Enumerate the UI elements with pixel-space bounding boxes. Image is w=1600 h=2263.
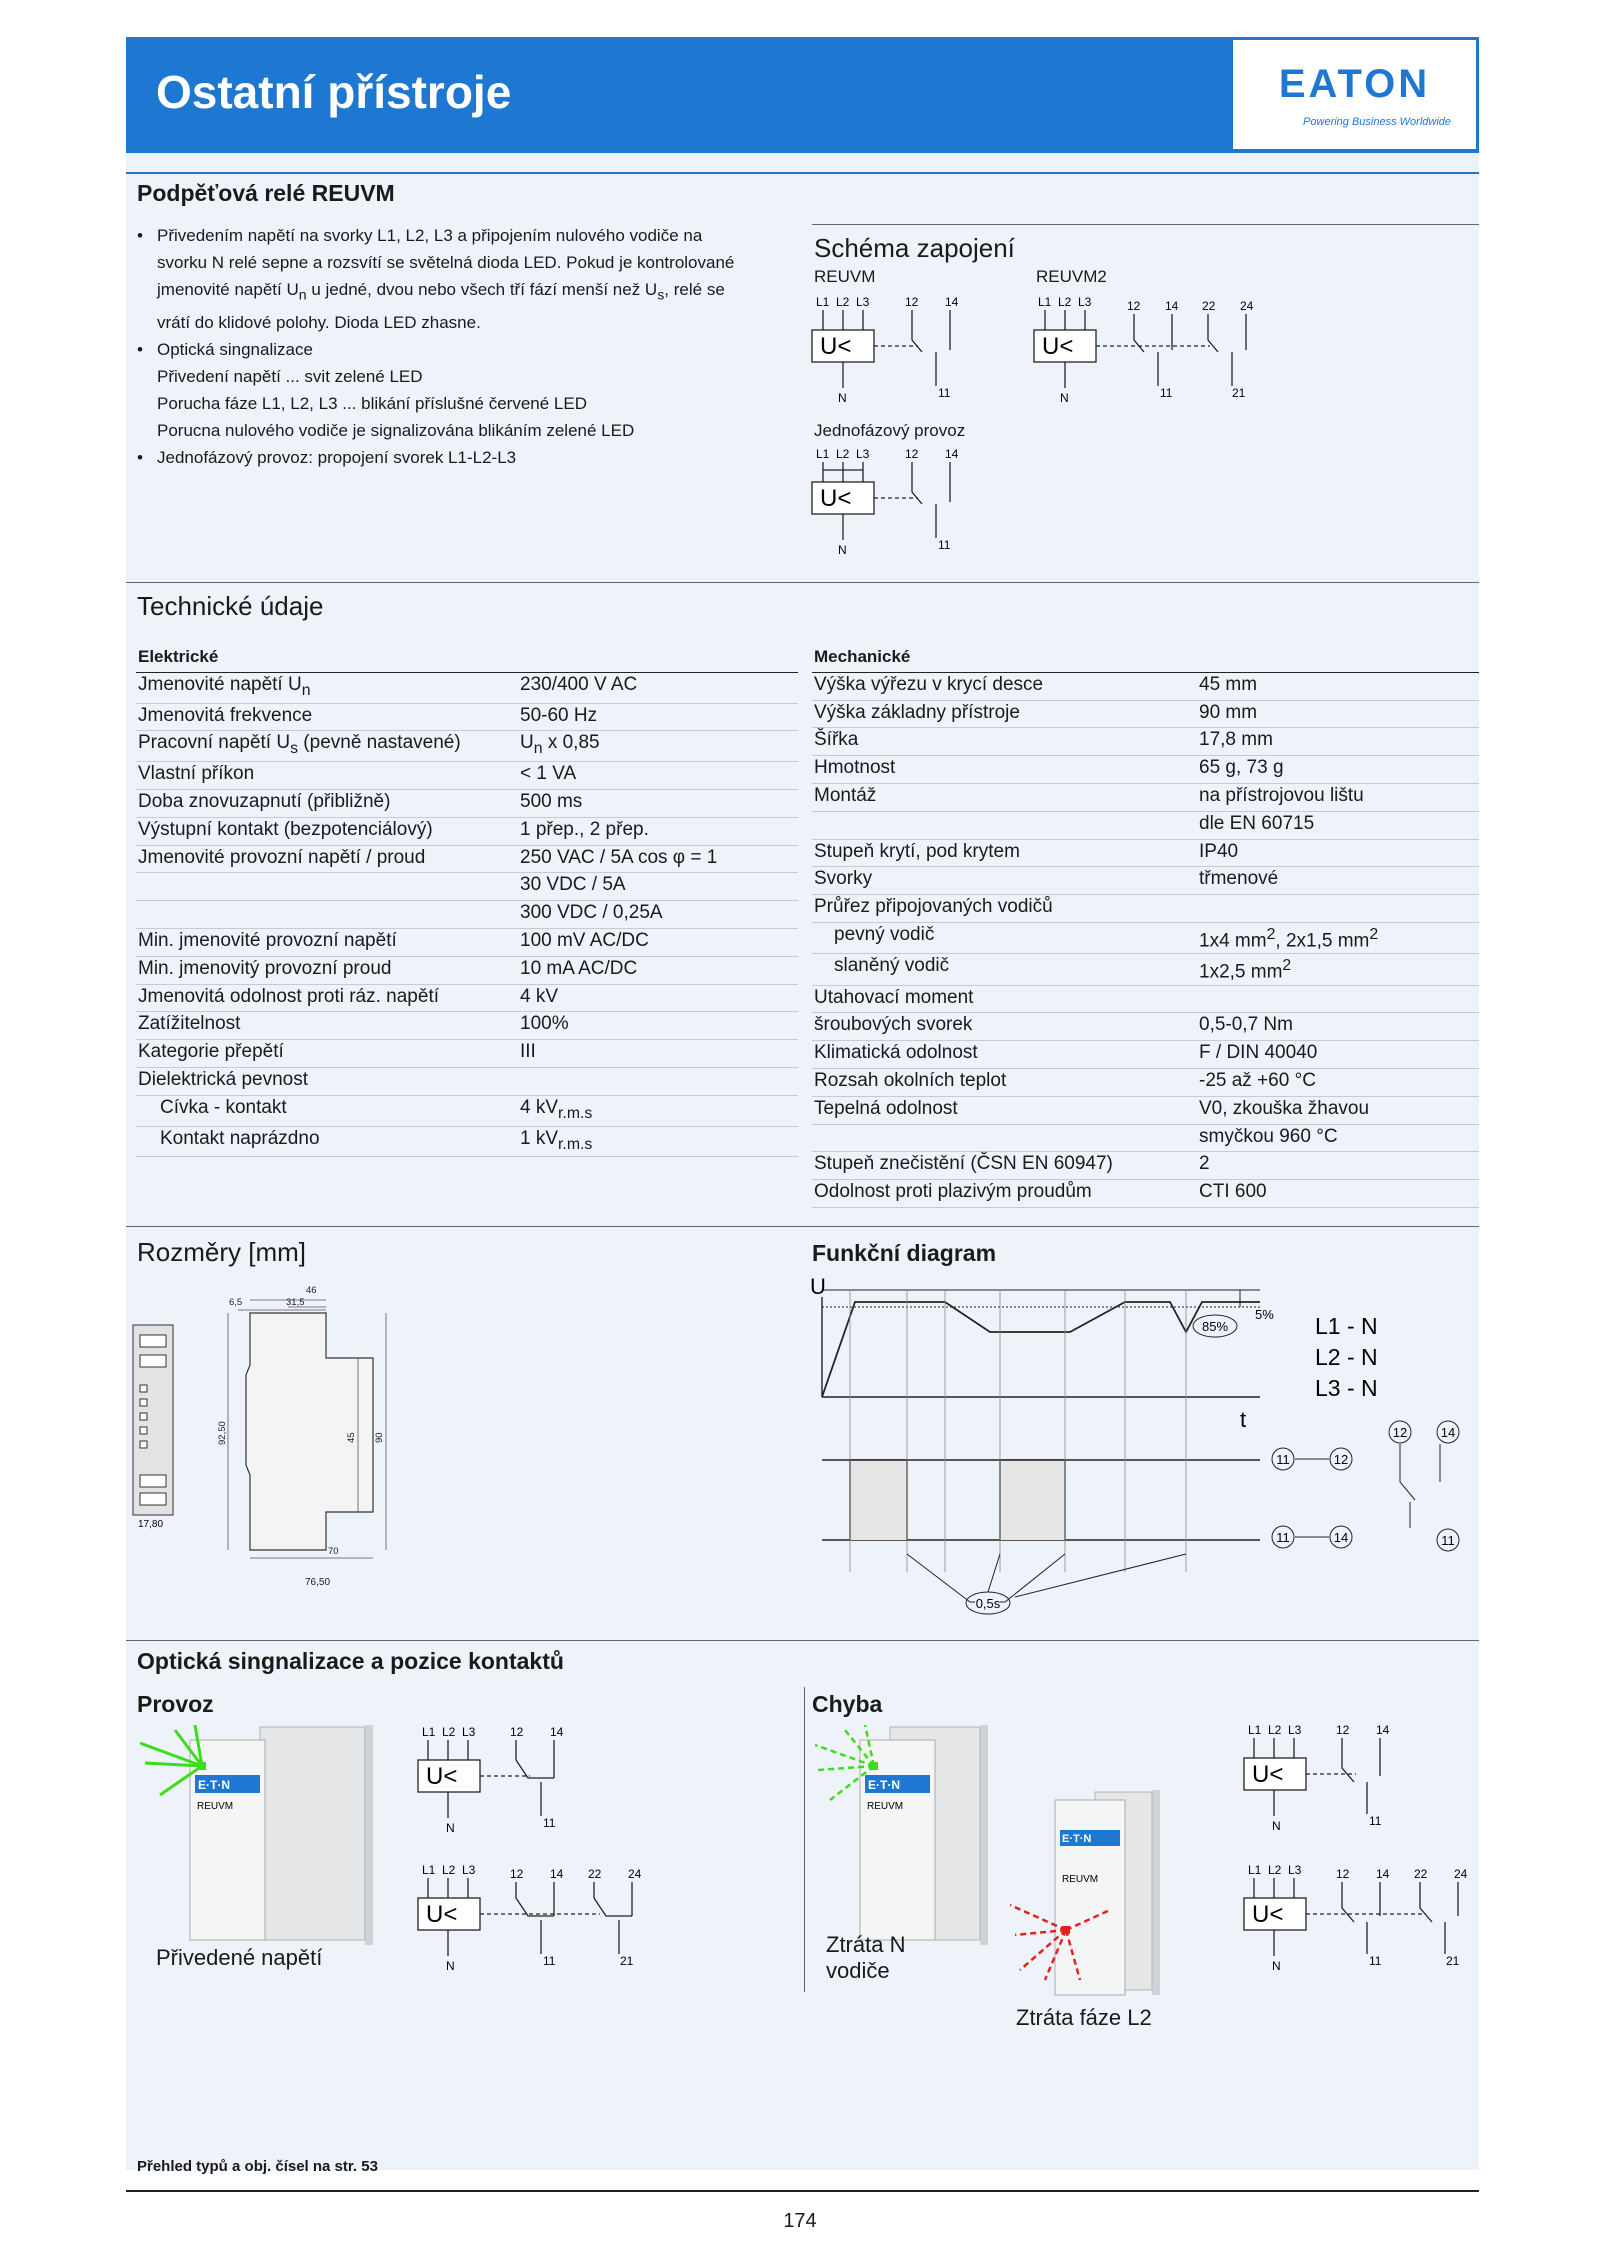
svg-text:L1: L1 bbox=[1038, 295, 1052, 309]
table-cell: < 1 VA bbox=[516, 762, 798, 790]
svg-text:L3 - N: L3 - N bbox=[1315, 1375, 1378, 1401]
table-cell: třmenové bbox=[1195, 867, 1479, 895]
svg-text:14: 14 bbox=[550, 1867, 564, 1881]
svg-text:E·T·N: E·T·N bbox=[868, 1778, 900, 1792]
table-cell: Stupeň znečistění (ČSN EN 60947) bbox=[812, 1152, 1195, 1180]
table-cell: 30 VDC / 5A bbox=[516, 873, 798, 901]
bullet-item: • Optická singnalizace bbox=[137, 336, 797, 363]
bullet-item: • Přivedením napětí na svorky L1, L2, L3 a připojením nulového vodiče na svorku N relé sepne a rozsvítí se světelná dioda LED. Pokud je kontrolované jmenovité napětí $U_n$ u jedné, dvou nebo všech tří fází menší než $U_s$, relé se vrátí do klidové polohy. Dioda LED zhasne. bbox=[137, 222, 797, 336]
table-cell: Kontakt naprázdno bbox=[136, 1126, 516, 1157]
svg-text:11: 11 bbox=[938, 538, 951, 552]
table-cell: Rozsah okolních teplot bbox=[812, 1069, 1195, 1097]
svg-text:L2: L2 bbox=[1268, 1723, 1282, 1737]
table-cell: 100 mV AC/DC bbox=[516, 928, 798, 956]
table-cell: Jmenovitá odolnost proti ráz. napětí bbox=[136, 984, 516, 1012]
page-number: 174 bbox=[783, 2210, 817, 2232]
svg-text:11: 11 bbox=[1160, 386, 1173, 400]
electrical-table bbox=[136, 645, 798, 1157]
table-cell: šroubových svorek bbox=[812, 1013, 1195, 1041]
table-cell: slaněný vodič bbox=[812, 954, 1195, 985]
table-cell: 500 ms bbox=[516, 789, 798, 817]
table-cell: 90 mm bbox=[1195, 700, 1479, 728]
svg-text:46: 46 bbox=[306, 1285, 317, 1296]
table-cell: Klimatická odolnost bbox=[812, 1041, 1195, 1069]
table-cell: Jmenovitá frekvence bbox=[136, 703, 516, 731]
svg-text:U<: U< bbox=[426, 1901, 458, 1928]
table-cell: 1 přep., 2 přep. bbox=[516, 817, 798, 845]
section-divider bbox=[126, 172, 1479, 174]
table-cell: IP40 bbox=[1195, 839, 1479, 867]
svg-text:12: 12 bbox=[510, 1867, 524, 1881]
svg-text:N: N bbox=[446, 1821, 455, 1835]
svg-text:U<: U< bbox=[426, 1763, 458, 1790]
svg-text:31,5: 31,5 bbox=[286, 1297, 305, 1308]
schema-rule bbox=[812, 224, 1479, 225]
mechanical-table bbox=[812, 645, 1479, 1208]
table-cell: 300 VDC / 0,25A bbox=[516, 901, 798, 929]
schematic-chyba-1 bbox=[1236, 1718, 1436, 1833]
dims-title: Rozměry [mm] bbox=[137, 1237, 306, 1267]
svg-text:6,5: 6,5 bbox=[229, 1297, 243, 1308]
svg-text:U<: U< bbox=[1252, 1901, 1284, 1928]
svg-text:U<: U< bbox=[1252, 1761, 1284, 1788]
svg-text:45: 45 bbox=[346, 1432, 357, 1443]
svg-text:14: 14 bbox=[550, 1725, 564, 1739]
table-cell: 230/400 V AC bbox=[516, 672, 798, 703]
footer-rule bbox=[126, 2190, 1479, 2192]
svg-text:21: 21 bbox=[620, 1954, 634, 1968]
table-cell: 10 mA AC/DC bbox=[516, 956, 798, 984]
table-cell: 1x2,5 $mm^2$ bbox=[1195, 954, 1479, 985]
svg-text:REUVM: REUVM bbox=[867, 1801, 904, 1812]
svg-text:U<: U< bbox=[820, 485, 852, 512]
logo-tagline: Powering Business Worldwide bbox=[1303, 116, 1451, 128]
table-cell: Vlastní příkon bbox=[136, 762, 516, 790]
svg-text:L2: L2 bbox=[836, 447, 850, 461]
table-cell: 4 kV bbox=[516, 984, 798, 1012]
table-cell: pevný vodič bbox=[812, 922, 1195, 953]
svg-text:L3: L3 bbox=[1078, 295, 1092, 309]
table-cell: Výstupní kontakt (bezpotenciálový) bbox=[136, 817, 516, 845]
schematic-chyba-2 bbox=[1236, 1858, 1476, 1973]
caption-loss-n: Ztráta N vodiče bbox=[826, 1932, 906, 1983]
optical-rule bbox=[126, 1640, 1479, 1641]
table-cell: F / DIN 40040 bbox=[1195, 1041, 1479, 1069]
schema-label-single: Jednofázový provoz bbox=[814, 421, 966, 440]
signal-line: Porucna nulového vodiče je signalizována blikáním zelené LED bbox=[157, 421, 635, 441]
table-cell: Min. jmenovitý provozní proud bbox=[136, 956, 516, 984]
svg-text:14: 14 bbox=[945, 295, 959, 309]
svg-text:N: N bbox=[838, 391, 847, 405]
svg-text:24: 24 bbox=[1240, 299, 1254, 313]
svg-text:12: 12 bbox=[510, 1725, 524, 1739]
svg-text:14: 14 bbox=[1376, 1723, 1390, 1737]
signal-line: Porucha fáze L1, L2, L3 ... blikání příslušné červené LED bbox=[157, 394, 587, 414]
svg-text:22: 22 bbox=[1414, 1867, 1428, 1881]
svg-text:N: N bbox=[446, 1959, 455, 1973]
schema-label-reuvm: REUVM bbox=[814, 267, 876, 286]
schema-title: Schéma zapojení bbox=[814, 233, 1015, 263]
page-header bbox=[126, 37, 1479, 153]
table-cell: 0,5-0,7 Nm bbox=[1195, 1013, 1479, 1041]
svg-text:L3: L3 bbox=[1288, 1723, 1302, 1737]
svg-text:REUVM: REUVM bbox=[197, 1801, 234, 1812]
svg-text:REUVM: REUVM bbox=[1062, 1874, 1099, 1885]
svg-text:11: 11 bbox=[543, 1816, 556, 1830]
table-cell: Kategorie přepětí bbox=[136, 1040, 516, 1068]
svg-text:92,50: 92,50 bbox=[217, 1421, 228, 1445]
svg-text:12: 12 bbox=[1336, 1723, 1350, 1737]
svg-text:L1: L1 bbox=[422, 1725, 436, 1739]
footer-note: Přehled typů a obj. čísel na str. 53 bbox=[137, 2158, 378, 2175]
svg-text:12: 12 bbox=[905, 447, 919, 461]
table-cell: V0, zkouška žhavou bbox=[1195, 1096, 1479, 1124]
schematic-provoz-1 bbox=[410, 1720, 610, 1835]
table-cell: 1x4 $mm^2$, 2x1,5 $mm^2$ bbox=[1195, 922, 1479, 953]
svg-text:L2: L2 bbox=[836, 295, 850, 309]
svg-text:11: 11 bbox=[1369, 1954, 1382, 1968]
schematic-single-phase bbox=[810, 442, 1010, 557]
table-cell: III bbox=[516, 1040, 798, 1068]
svg-text:12: 12 bbox=[1336, 1867, 1350, 1881]
logo-wordmark: EATON bbox=[1278, 62, 1431, 106]
table-cell: Pracovní napětí $U_s$ (pevně nastavené) bbox=[136, 731, 516, 762]
caption-loss-l2: Ztráta fáze L2 bbox=[1016, 2005, 1152, 2030]
table-cell: Jmenovité provozní napětí / proud bbox=[136, 845, 516, 873]
table-cell: Stupeň krytí, pod krytem bbox=[812, 839, 1195, 867]
table-cell: $U_n$ x 0,85 bbox=[516, 731, 798, 762]
table-cell: Montáž bbox=[812, 783, 1195, 811]
svg-text:12: 12 bbox=[1333, 1452, 1349, 1467]
table-cell: 65 g, 73 g bbox=[1195, 756, 1479, 784]
table-cell: Dielektrická pevnost bbox=[136, 1067, 516, 1095]
svg-text:17,80: 17,80 bbox=[138, 1519, 164, 1530]
svg-text:E·T·N: E·T·N bbox=[1062, 1833, 1092, 1845]
tech-title: Technické údaje bbox=[137, 591, 324, 621]
eaton-logo bbox=[1233, 40, 1476, 149]
device-photo-chyba-n bbox=[815, 1725, 995, 1945]
svg-text:12: 12 bbox=[1392, 1425, 1408, 1440]
provoz-heading: Provoz bbox=[137, 1691, 214, 1717]
svg-text:14: 14 bbox=[1376, 1867, 1390, 1881]
svg-text:N: N bbox=[1060, 391, 1069, 405]
svg-text:t: t bbox=[1240, 1407, 1247, 1432]
schematic-reuvm bbox=[810, 290, 1010, 405]
table-header: Elektrické bbox=[136, 645, 516, 672]
svg-text:L1 - N: L1 - N bbox=[1315, 1313, 1378, 1339]
column-divider bbox=[804, 1687, 805, 1992]
table-cell: Výška výřezu v krycí desce bbox=[812, 672, 1195, 700]
table-cell: Utahovací moment bbox=[812, 985, 1195, 1013]
table-cell: Odolnost proti plazivým proudům bbox=[812, 1180, 1195, 1208]
device-photo-provoz bbox=[140, 1725, 375, 1945]
table-cell: Tepelná odolnost bbox=[812, 1096, 1195, 1124]
table-cell: 2 bbox=[1195, 1152, 1479, 1180]
chyba-heading: Chyba bbox=[812, 1691, 883, 1717]
svg-text:L2: L2 bbox=[442, 1725, 456, 1739]
svg-text:11: 11 bbox=[1441, 1533, 1455, 1548]
table-cell: Hmotnost bbox=[812, 756, 1195, 784]
svg-text:N: N bbox=[1272, 1959, 1281, 1973]
svg-text:L1: L1 bbox=[422, 1863, 436, 1877]
svg-text:5%: 5% bbox=[1255, 1307, 1274, 1322]
product-description bbox=[137, 222, 797, 471]
svg-text:11: 11 bbox=[1276, 1530, 1290, 1545]
svg-text:12: 12 bbox=[905, 295, 919, 309]
svg-text:L1: L1 bbox=[816, 447, 830, 461]
table-cell: 1 $kV_{r.m.s}$ bbox=[516, 1126, 798, 1157]
svg-text:U: U bbox=[810, 1274, 826, 1299]
svg-text:14: 14 bbox=[1333, 1530, 1349, 1545]
table-header: Mechanické bbox=[812, 645, 1195, 672]
table-cell: 45 mm bbox=[1195, 672, 1479, 700]
product-title: Podpěťová relé REUVM bbox=[137, 180, 395, 206]
svg-text:L2 - N: L2 - N bbox=[1315, 1344, 1378, 1370]
svg-text:L3: L3 bbox=[856, 295, 870, 309]
table-cell: Šířka bbox=[812, 728, 1195, 756]
table-cell: Zatížitelnost bbox=[136, 1012, 516, 1040]
svg-text:24: 24 bbox=[1454, 1867, 1468, 1881]
svg-text:0,5s: 0,5s bbox=[975, 1596, 1001, 1611]
svg-text:L1: L1 bbox=[1248, 1863, 1262, 1877]
table-cell: Cívka - kontakt bbox=[136, 1095, 516, 1126]
caption-applied-voltage: Přivedené napětí bbox=[156, 1945, 323, 1970]
svg-text:N: N bbox=[838, 543, 847, 557]
svg-text:L3: L3 bbox=[462, 1863, 476, 1877]
svg-text:24: 24 bbox=[628, 1867, 642, 1881]
svg-text:21: 21 bbox=[1232, 386, 1246, 400]
schema-label-reuvm2: REUVM2 bbox=[1036, 267, 1107, 286]
table-cell: Jmenovité napětí $U_n$ bbox=[136, 672, 516, 703]
table-cell: CTI 600 bbox=[1195, 1180, 1479, 1208]
bullet-item: • Jednofázový provoz: propojení svorek L1-L2-L3 bbox=[137, 444, 797, 471]
function-diagram bbox=[810, 1272, 1480, 1622]
dims-rule bbox=[126, 1226, 1479, 1227]
svg-text:L2: L2 bbox=[442, 1863, 456, 1877]
svg-text:L3: L3 bbox=[856, 447, 870, 461]
schematic-reuvm2 bbox=[1032, 290, 1292, 405]
svg-text:14: 14 bbox=[945, 447, 959, 461]
table-cell: dle EN 60715 bbox=[1195, 811, 1479, 839]
svg-text:U<: U< bbox=[1042, 333, 1074, 360]
table-cell: Výška základny přístroje bbox=[812, 700, 1195, 728]
signal-line: Přivedení napětí ... svit zelené LED bbox=[157, 367, 423, 387]
table-cell: na přístrojovou lištu bbox=[1195, 783, 1479, 811]
table-cell: 250 VAC / 5A cos φ = 1 bbox=[516, 845, 798, 873]
svg-text:N: N bbox=[1272, 1819, 1281, 1833]
table-cell: smyčkou 960 °C bbox=[1195, 1124, 1479, 1152]
table-cell: Min. jmenovité provozní napětí bbox=[136, 928, 516, 956]
svg-text:70: 70 bbox=[328, 1546, 339, 1557]
svg-text:11: 11 bbox=[938, 386, 951, 400]
svg-text:90: 90 bbox=[374, 1432, 385, 1443]
svg-text:L3: L3 bbox=[462, 1725, 476, 1739]
svg-text:L2: L2 bbox=[1058, 295, 1072, 309]
dimension-drawing bbox=[128, 1275, 488, 1565]
svg-text:22: 22 bbox=[588, 1867, 602, 1881]
svg-text:E·T·N: E·T·N bbox=[198, 1778, 230, 1792]
svg-text:L3: L3 bbox=[1288, 1863, 1302, 1877]
tech-rule bbox=[126, 582, 1479, 583]
svg-text:85%: 85% bbox=[1201, 1319, 1229, 1334]
svg-text:L1: L1 bbox=[816, 295, 830, 309]
table-cell: Doba znovuzapnutí (přibližně) bbox=[136, 789, 516, 817]
table-cell: 4 $kV_{r.m.s}$ bbox=[516, 1095, 798, 1126]
svg-text:L1: L1 bbox=[1248, 1723, 1262, 1737]
optical-title: Optická singnalizace a pozice kontaktů bbox=[137, 1648, 564, 1674]
device-photo-chyba-l2 bbox=[1010, 1790, 1170, 2000]
svg-text:14: 14 bbox=[1440, 1425, 1456, 1440]
table-cell: -25 až +60 °C bbox=[1195, 1069, 1479, 1097]
table-cell: Průřez připojovaných vodičů bbox=[812, 895, 1195, 923]
svg-text:14: 14 bbox=[1165, 299, 1179, 313]
schematic-provoz-2 bbox=[410, 1858, 670, 1973]
svg-text:11: 11 bbox=[1276, 1452, 1290, 1467]
table-cell: 17,8 mm bbox=[1195, 728, 1479, 756]
table-cell: 50-60 Hz bbox=[516, 703, 798, 731]
svg-text:U<: U< bbox=[820, 333, 852, 360]
page-title: Ostatní přístroje bbox=[156, 66, 512, 118]
table-cell: Svorky bbox=[812, 867, 1195, 895]
table-cell: 100% bbox=[516, 1012, 798, 1040]
svg-text:11: 11 bbox=[543, 1954, 556, 1968]
dim-label-7650: 76,50 bbox=[305, 1577, 331, 1588]
svg-text:21: 21 bbox=[1446, 1954, 1460, 1968]
svg-text:22: 22 bbox=[1202, 299, 1216, 313]
svg-text:L2: L2 bbox=[1268, 1863, 1282, 1877]
svg-text:11: 11 bbox=[1369, 1814, 1382, 1828]
svg-text:12: 12 bbox=[1127, 299, 1141, 313]
func-title: Funkční diagram bbox=[812, 1240, 997, 1266]
